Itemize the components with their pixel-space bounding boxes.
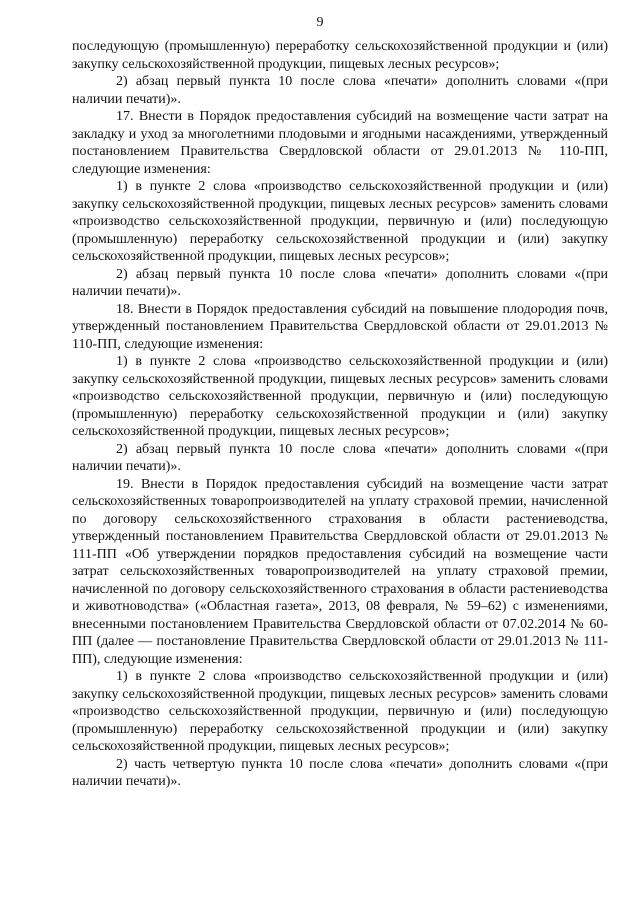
paragraph-16-item-2: 2) абзац первый пункта 10 после слова «печати» дополнить словами «(при наличии печати)».: [72, 74, 608, 107]
paragraph-19: 19. Внести в Порядок предоставления субсидий на возмещение части затрат сельскохозяйственных товаропроизводителей на уплату страховой премии, начисленной по договору сельскохозяйственного страхования в области растениеводства, утвержденный постановлением Правительства Свердловской области от 29.01.2013 № 111-ПП «Об утверждении порядков предоставления субсидий на возмещение части затрат сельскохозяйственных товаропроизводителей на уплату страховой премии, начисленной по договору сельскохозяйственного страхования в области растениеводства и животноводства» («Областная газета», 2013, 08 февраля, № 59–62) с изменениями, внесенными постановлением Правительства Свердловской области от 07.02.2014 № 60-ПП (далее — постановление Правительства Свердловской области от 29.01.2013 № 111-ПП), следующие изменения:: [72, 476, 608, 667]
paragraph-17-item-2: 2) абзац первый пункта 10 после слова «печати» дополнить словами «(при наличии печати)».: [72, 266, 608, 299]
paragraph-18-item-1: 1) в пункте 2 слова «производство сельскохозяйственной продукции и (или) закупку сельскохозяйственной продукции, пищевых лесных ресурсов» заменить словами «производство сельскохозяйственной продукции, первичную и (или) последующую (промышленную) переработку сельскохозяйственной продукции и (или) закупку сельскохозяйственной продукции, пищевых лесных ресурсов»;: [72, 354, 608, 439]
document-body: [72, 38, 608, 791]
paragraph-18-item-2: 2) абзац первый пункта 10 после слова «печати» дополнить словами «(при наличии печати)».: [72, 441, 608, 474]
paragraph-18: 18. Внести в Порядок предоставления субсидий на повышение плодородия почв, утвержденный постановлением Правительства Свердловской области от 29.01.2013 № 110-ПП, следующие изменения:: [72, 301, 608, 352]
paragraph-19-item-2: 2) часть четвертую пункта 10 после слова «печати» дополнить словами «(при наличии печати)».: [72, 756, 608, 789]
paragraph-continuation: последующую (промышленную) переработку сельскохозяйственной продукции и (или) закупку сельскохозяйственной продукции, пищевых лесных ресурсов»;: [72, 39, 608, 72]
page-number: 9: [316, 15, 324, 30]
paragraph-17-item-1: 1) в пункте 2 слова «производство сельскохозяйственной продукции и (или) закупку сельскохозяйственной продукции, пищевых лесных ресурсов» заменить словами «производство сельскохозяйственной продукции, первичную и (или) последующую (промышленную) переработку сельскохозяйственной продукции и (или) закупку сельскохозяйственной продукции, пищевых лесных ресурсов»;: [72, 179, 608, 264]
paragraph-17: 17. Внести в Порядок предоставления субсидий на возмещение части затрат на закладку и уход за многолетними плодовыми и ягодными насаждениями, утвержденный постановлением Правительства Свердловской области от 29.01.2013 № 110-ПП, следующие изменения:: [72, 109, 608, 177]
paragraph-19-item-1: 1) в пункте 2 слова «производство сельскохозяйственной продукции и (или) закупку сельскохозяйственной продукции, пищевых лесных ресурсов» заменить словами «производство сельскохозяйственной продукции, первичную и (или) последующую (промышленную) переработку сельскохозяйственной продукции и (или) закупку сельскохозяйственной продукции, пищевых лесных ресурсов»;: [72, 669, 608, 754]
